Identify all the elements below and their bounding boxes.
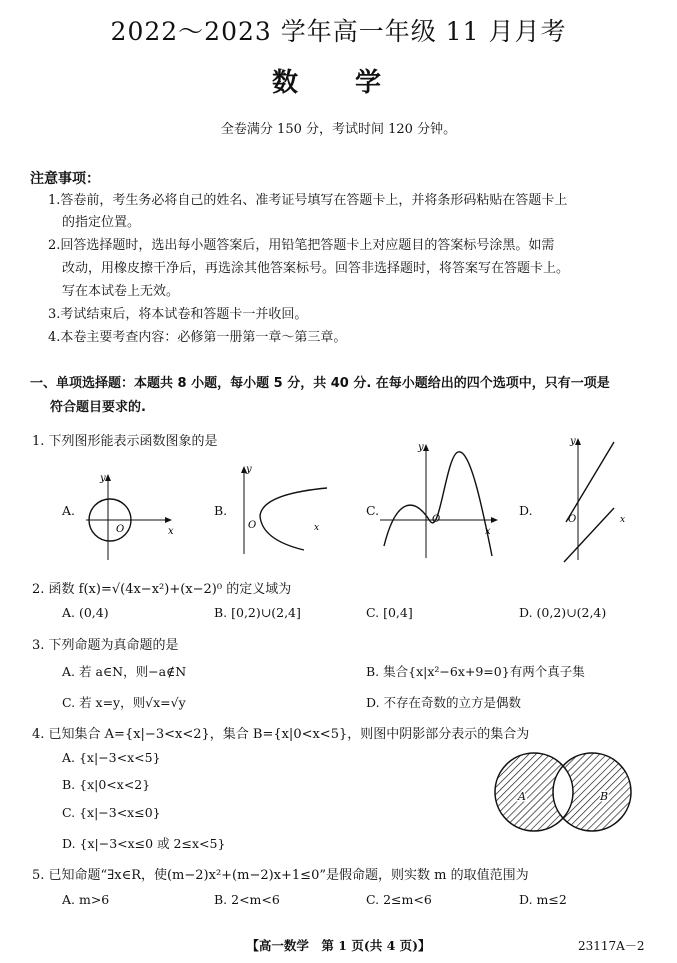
q5-option-d: D. m≤2: [519, 892, 567, 907]
notice-line: 2.回答选择题时，选出每小题答案后，用铅笔把答题卡上对应题目的答案标号涂黑。如需: [48, 238, 555, 253]
q5-option-a: A. m>6: [62, 892, 110, 907]
q2-option-b: B. [0,2)∪(2,4]: [214, 605, 301, 620]
axis-y-label: y: [100, 473, 106, 484]
notice-line: 改动，用橡皮擦干净后，再选涂其他答案标号。回答非选择题时，将答案写在答题卡上。: [62, 261, 570, 276]
axis-x-label: x: [620, 515, 626, 525]
venn-label-b: B: [600, 790, 609, 803]
q3-option-b: B. 集合{x|x²−6x+9=0}有两个真子集: [366, 664, 585, 679]
section-heading-line1: 一、单项选择题：本题共 8 小题，每小题 5 分，共 40 分. 在每小题给出的四个选项中，只有一项是: [30, 376, 610, 391]
notice-line: 3.考试结束后，将本试卷和答题卡一并收回。: [48, 307, 308, 322]
axis-x-label: x: [168, 526, 174, 537]
q3-option-d: D. 不存在奇数的立方是偶数: [366, 695, 522, 710]
axis-y-label: y: [418, 442, 424, 453]
axis-y-label: y: [246, 464, 252, 475]
q1-label-c: C.: [366, 503, 380, 518]
exam-title: 2022～2023 学年高一年级 11 月月考: [110, 17, 567, 46]
notice-line: 4.本卷主要考查内容：必修第一册第一章～第三章。: [48, 330, 347, 345]
q1-label-b: B.: [214, 503, 228, 518]
q2-option-d: D. (0,2)∪(2,4): [519, 605, 607, 620]
q5-option-b: B. 2<m<6: [214, 892, 280, 907]
exam-info: 全卷满分 150 分，考试时间 120 分钟。: [220, 122, 457, 137]
question-1-stem: 1. 下列图形能表示函数图象的是: [32, 434, 218, 449]
notice-heading: 注意事项：: [30, 171, 100, 187]
origin-label: O: [248, 520, 257, 531]
q4-venn-diagram: [478, 748, 658, 838]
q1-graph-c: [378, 436, 503, 561]
section-heading: [30, 372, 655, 420]
q4-option-c: C. {x|−3<x≤0}: [62, 805, 161, 820]
question-2-stem: 2. 函数 f(x)=√(4x−x²)+(x−2)⁰ 的定义域为: [32, 582, 292, 597]
q1-graph-b: [232, 458, 342, 558]
notice-line: 1.答卷前，考生务必将自己的姓名、准考证号填写在答题卡上，并将条形码粘贴在答题卡上: [48, 193, 568, 208]
page-footer: 【高一数学 第 1 页(共 4 页)】: [246, 938, 431, 953]
axis-x-label: x: [314, 523, 320, 533]
q1-graph-a: [80, 468, 180, 563]
origin-label: O: [432, 514, 441, 525]
q5-option-c: C. 2≤m<6: [366, 892, 432, 907]
q1-label-d: D.: [519, 503, 533, 518]
q1-graph-d: [556, 430, 636, 565]
exam-code: 23117A－2: [578, 939, 645, 953]
q1-label-a: A.: [62, 503, 76, 518]
origin-label: O: [116, 524, 125, 535]
notice-line: 写在本试卷上无效。: [62, 284, 180, 299]
subject-title: 数 学: [271, 68, 406, 98]
origin-label: O: [568, 514, 577, 525]
q4-option-d: D. {x|−3<x≤0 或 2≤x<5}: [62, 836, 226, 851]
notice-line: 的指定位置。: [62, 215, 141, 230]
axis-x-label: x: [485, 526, 491, 537]
q4-option-a: A. {x|−3<x<5}: [62, 750, 161, 765]
question-3-stem: 3. 下列命题为真命题的是: [32, 638, 179, 653]
venn-label-a: A: [518, 790, 526, 803]
q2-option-a: A. (0,4): [62, 605, 109, 620]
question-4-stem: 4. 已知集合 A={x|−3<x<2}，集合 B={x|0<x<5}，则图中阴影部分表示的集合为: [32, 727, 530, 742]
q4-option-b: B. {x|0<x<2}: [62, 777, 151, 792]
q3-option-a: A. 若 a∈N，则−a∉N: [62, 664, 187, 679]
q3-option-c: C. 若 x=y，则√x=√y: [62, 695, 186, 710]
q2-option-c: C. [0,4]: [366, 605, 413, 620]
question-5-stem: 5. 已知命题“∃x∈R，使(m−2)x²+(m−2)x+1≤0”是假命题，则实数 m 的取值范围为: [32, 868, 529, 883]
section-heading-line2: 符合题目要求的.: [50, 400, 146, 415]
axis-y-label: y: [570, 436, 576, 447]
